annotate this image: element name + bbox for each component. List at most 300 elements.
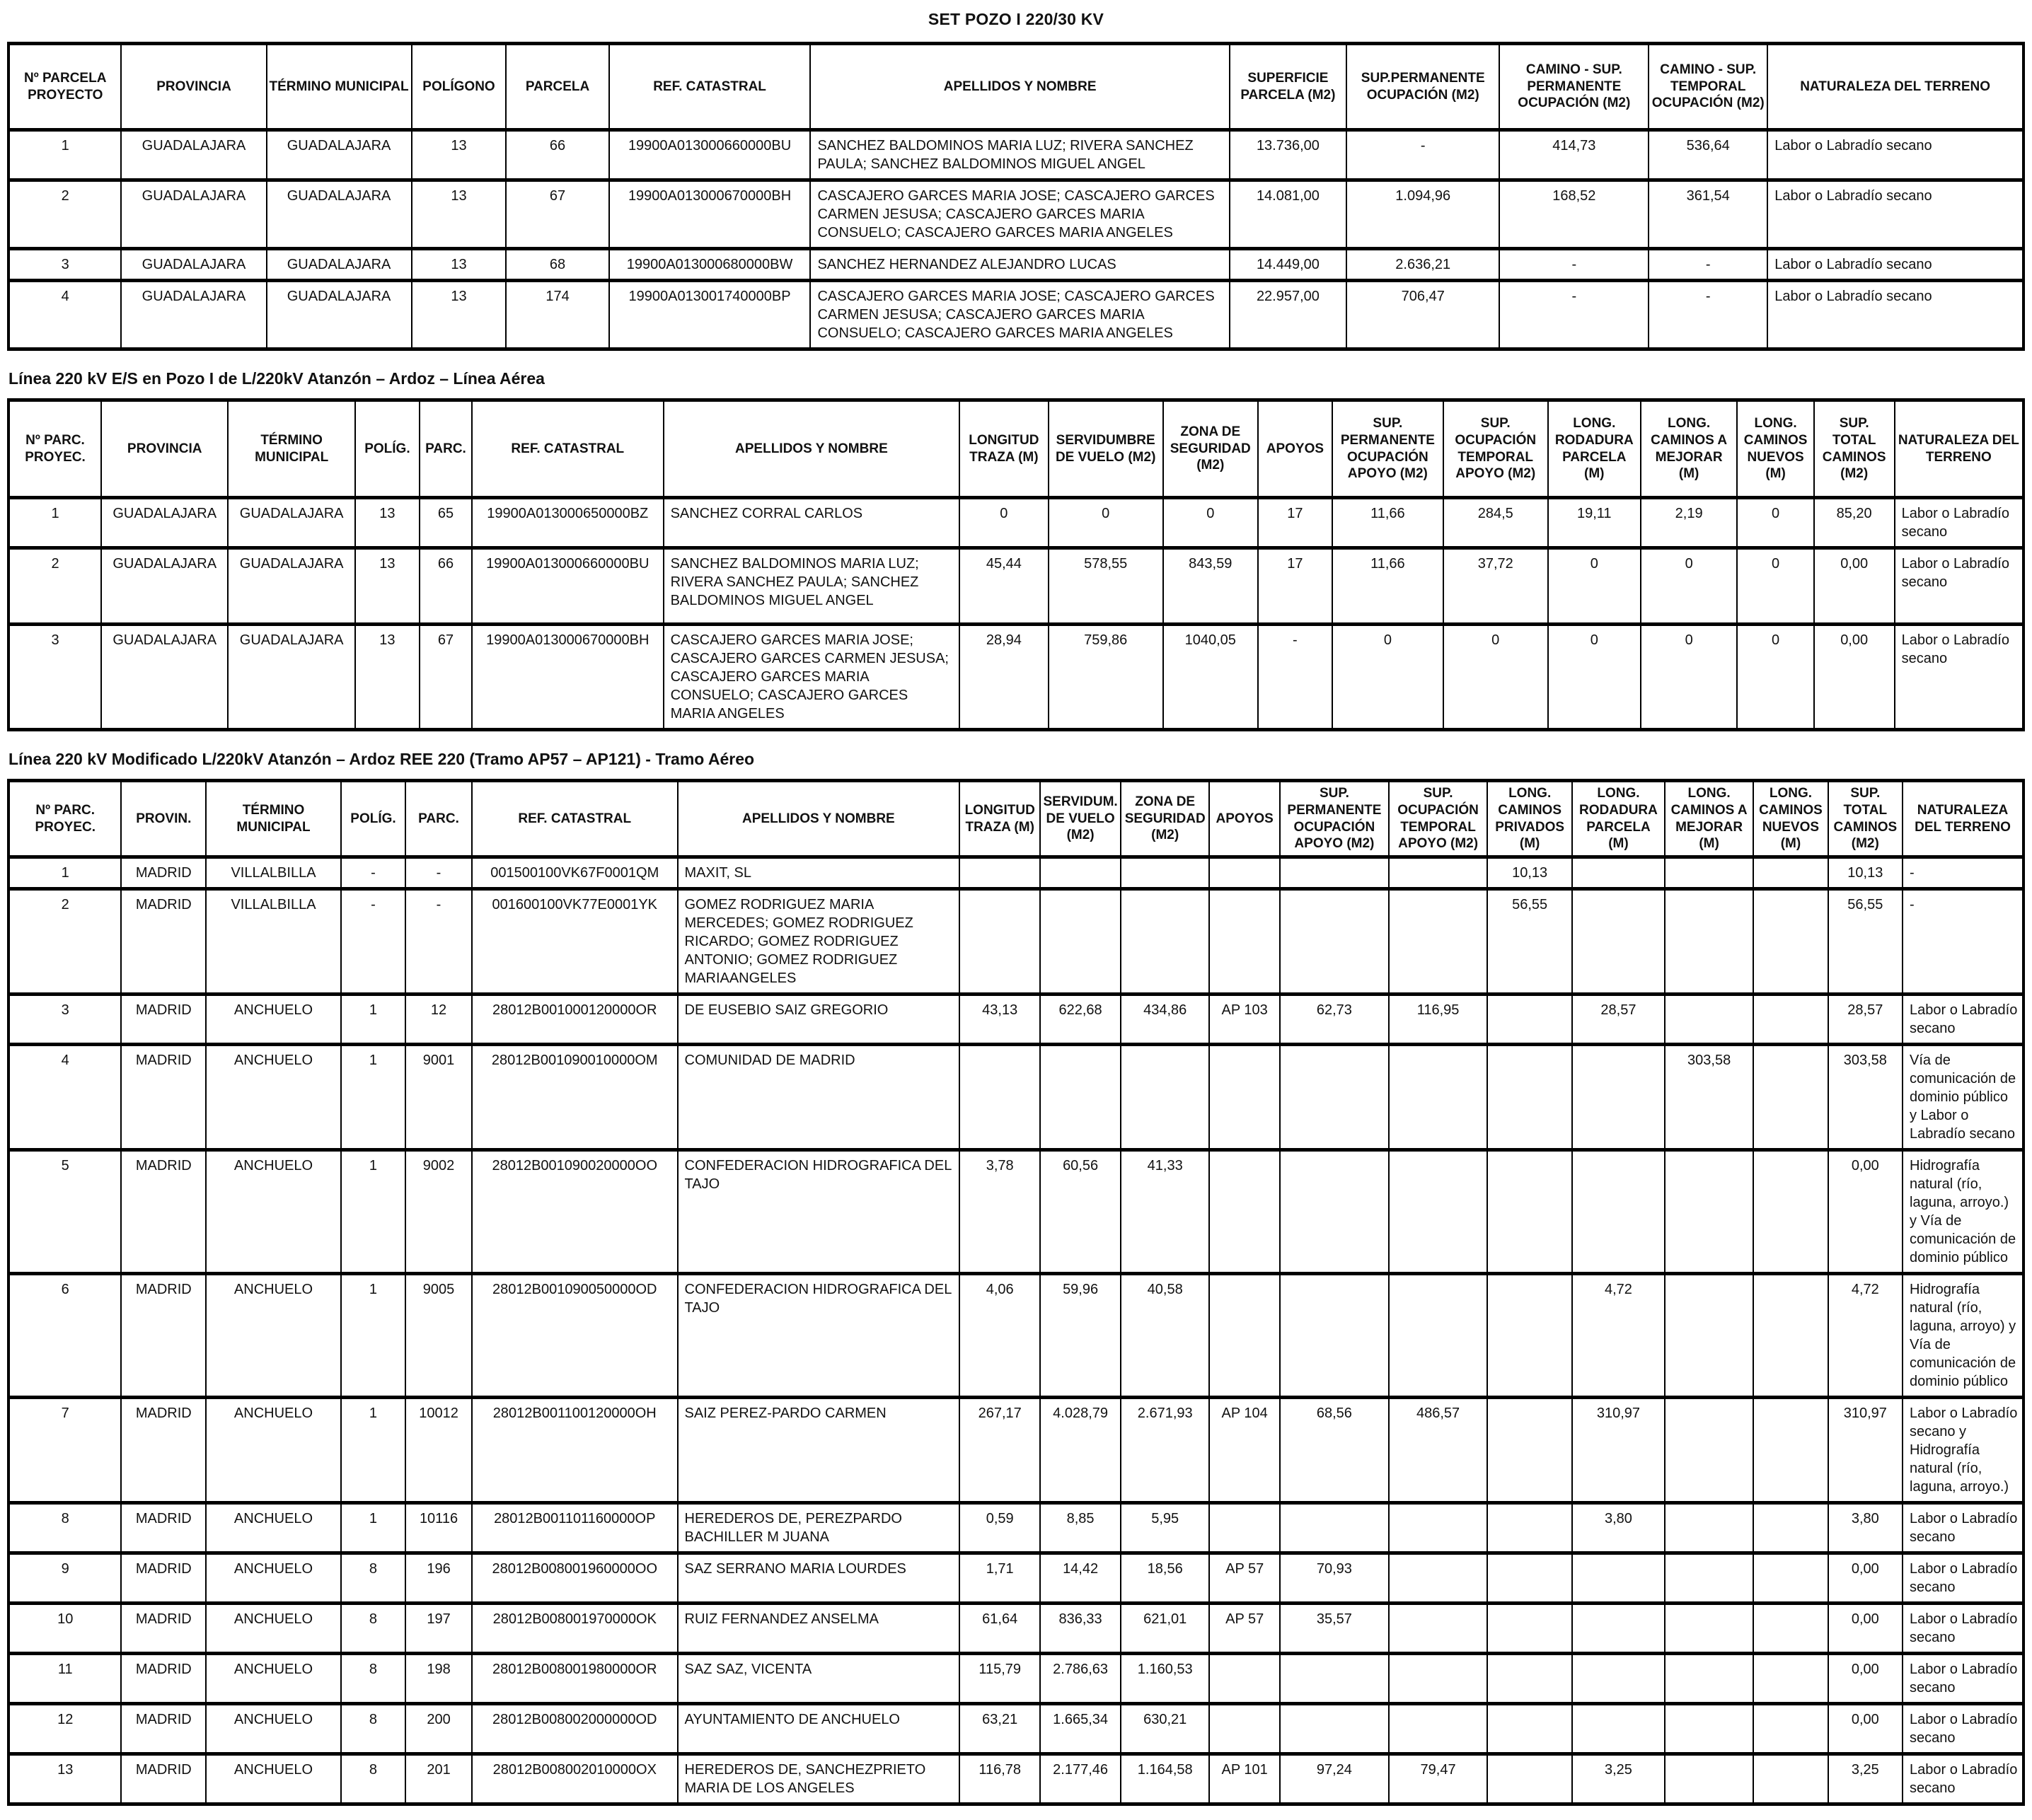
table-row bbox=[8, 1704, 2024, 1754]
table-cell: 2 bbox=[8, 889, 121, 995]
section-linea-es bbox=[7, 369, 2025, 731]
column-header: NATURALEZA DEL TERRENO bbox=[1767, 44, 2024, 130]
table-cell bbox=[1753, 1045, 1828, 1150]
table-cell: 9 bbox=[8, 1553, 121, 1604]
table-cell: 0 bbox=[1548, 548, 1641, 625]
column-header: PROVINCIA bbox=[101, 400, 228, 498]
column-header: APELLIDOS Y NOMBRE bbox=[810, 44, 1229, 130]
table-cell: 284,5 bbox=[1443, 498, 1548, 548]
table-cell: SAIZ PEREZ-PARDO CARMEN bbox=[678, 1398, 960, 1503]
column-header: SUP. OCUPACIÓN TEMPORAL APOYO (M2) bbox=[1443, 400, 1548, 498]
table-cell: GUADALAJARA bbox=[121, 249, 266, 281]
column-header: SUP. PERMANENTE OCUPACIÓN APOYO (M2) bbox=[1280, 781, 1389, 857]
column-header: POLÍG. bbox=[355, 400, 420, 498]
table-cell: 2.786,63 bbox=[1040, 1654, 1121, 1704]
table-row bbox=[8, 889, 2024, 995]
table-cell bbox=[1209, 889, 1280, 995]
table-cell: - bbox=[1499, 249, 1649, 281]
table-cell: 1.665,34 bbox=[1040, 1704, 1121, 1754]
table-cell: 115,79 bbox=[959, 1654, 1040, 1704]
column-header: POLÍGONO bbox=[412, 44, 507, 130]
table-row bbox=[8, 1604, 2024, 1654]
column-header: SUPERFICIE PARCELA (M2) bbox=[1230, 44, 1346, 130]
table-row bbox=[8, 281, 2024, 349]
table-cell: 9001 bbox=[405, 1045, 472, 1150]
table-cell bbox=[1280, 1654, 1389, 1704]
column-header: ZONA DE SEGURIDAD (M2) bbox=[1163, 400, 1258, 498]
table-cell: 13.736,00 bbox=[1230, 130, 1346, 180]
column-header: Nº PARC. PROYEC. bbox=[8, 781, 121, 857]
table-cell: 4 bbox=[8, 281, 121, 349]
table-cell bbox=[1665, 1150, 1753, 1274]
table-cell: 28012B008002000000OD bbox=[472, 1704, 678, 1754]
table-cell: 0 bbox=[1641, 548, 1738, 625]
table-cell bbox=[1753, 1704, 1828, 1754]
table-cell: 10,13 bbox=[1487, 857, 1572, 889]
table-cell bbox=[1753, 889, 1828, 995]
table-cell: 56,55 bbox=[1828, 889, 1903, 995]
table-cell bbox=[1572, 1045, 1665, 1150]
table-cell: 5 bbox=[8, 1150, 121, 1274]
table-cell: MADRID bbox=[121, 995, 206, 1045]
table-cell: 13 bbox=[412, 281, 507, 349]
table-cell bbox=[1487, 1398, 1572, 1503]
table-cell bbox=[1209, 1704, 1280, 1754]
table-cell: ANCHUELO bbox=[206, 1553, 341, 1604]
table-cell: 0,00 bbox=[1814, 548, 1895, 625]
table-cell bbox=[1572, 857, 1665, 889]
table-cell: 0,00 bbox=[1814, 625, 1895, 730]
table-cell: MADRID bbox=[121, 1704, 206, 1754]
table-cell: 12 bbox=[8, 1704, 121, 1754]
table-cell: Labor o Labradío secano bbox=[1895, 625, 2024, 730]
table-cell bbox=[1665, 1274, 1753, 1398]
column-header: APELLIDOS Y NOMBRE bbox=[678, 781, 960, 857]
table-cell bbox=[1665, 1704, 1753, 1754]
table-cell: 0 bbox=[1443, 625, 1548, 730]
linea-modificado-parcel-table bbox=[7, 779, 2025, 1806]
table-cell bbox=[1665, 995, 1753, 1045]
page-title: SET POZO I 220/30 KV bbox=[928, 10, 1104, 28]
table-cell bbox=[1389, 1704, 1488, 1754]
table-cell: 0,00 bbox=[1828, 1704, 1903, 1754]
table-cell: 66 bbox=[506, 130, 608, 180]
column-header: SERVIDUMBRE DE VUELO (M2) bbox=[1049, 400, 1163, 498]
table-cell: SANCHEZ HERNANDEZ ALEJANDRO LUCAS bbox=[810, 249, 1229, 281]
table-cell: 19900A013001740000BP bbox=[609, 281, 811, 349]
table-cell: 200 bbox=[405, 1704, 472, 1754]
column-header: NATURALEZA DEL TERRENO bbox=[1903, 781, 2024, 857]
table-cell: 65 bbox=[420, 498, 472, 548]
table-cell bbox=[1753, 995, 1828, 1045]
section-linea-modificado bbox=[7, 750, 2025, 1806]
column-header: SUP. TOTAL CAMINOS (M2) bbox=[1828, 781, 1903, 857]
table-cell: 197 bbox=[405, 1604, 472, 1654]
table-cell: - bbox=[341, 857, 405, 889]
table-cell: 19900A013000650000BZ bbox=[472, 498, 664, 548]
table-cell bbox=[1572, 1150, 1665, 1274]
table-cell bbox=[1753, 1553, 1828, 1604]
table-cell: MAXIT, SL bbox=[678, 857, 960, 889]
table-cell: 67 bbox=[420, 625, 472, 730]
table-cell: 0 bbox=[1163, 498, 1258, 548]
table-cell: - bbox=[405, 889, 472, 995]
table-cell: 0 bbox=[1332, 625, 1443, 730]
table-cell: 45,44 bbox=[959, 548, 1048, 625]
table-cell: 1,71 bbox=[959, 1553, 1040, 1604]
table-cell: 310,97 bbox=[1828, 1398, 1903, 1503]
table-cell: ANCHUELO bbox=[206, 995, 341, 1045]
table-cell: 4,72 bbox=[1828, 1274, 1903, 1398]
column-header: LONG. CAMINOS NUEVOS (M) bbox=[1737, 400, 1813, 498]
table-cell: 578,55 bbox=[1049, 548, 1163, 625]
table-cell: 3,80 bbox=[1828, 1503, 1903, 1553]
table-cell: 4,72 bbox=[1572, 1274, 1665, 1398]
table-cell: 56,55 bbox=[1487, 889, 1572, 995]
table-cell: 28,57 bbox=[1828, 995, 1903, 1045]
table-cell bbox=[1487, 1274, 1572, 1398]
table-cell: 2.636,21 bbox=[1346, 249, 1499, 281]
table-cell: Labor o Labradío secano bbox=[1903, 1754, 2024, 1804]
table-cell: Labor o Labradío secano bbox=[1767, 130, 2024, 180]
table-cell: - bbox=[1903, 857, 2024, 889]
column-header: LONG. RODADURA PARCELA (M) bbox=[1548, 400, 1641, 498]
table-row bbox=[8, 1398, 2024, 1503]
table-cell bbox=[1572, 1604, 1665, 1654]
table-cell bbox=[1280, 857, 1389, 889]
column-header: PARC. bbox=[420, 400, 472, 498]
table-cell: 303,58 bbox=[1828, 1045, 1903, 1150]
table-cell: MADRID bbox=[121, 1503, 206, 1553]
table-cell: - bbox=[1499, 281, 1649, 349]
table-cell: VILLALBILLA bbox=[206, 857, 341, 889]
table-cell bbox=[1753, 1654, 1828, 1704]
table-cell: 1 bbox=[8, 130, 121, 180]
header-row bbox=[8, 781, 2024, 857]
table-cell bbox=[1121, 1045, 1209, 1150]
table-cell: 28012B008001980000OR bbox=[472, 1654, 678, 1704]
table-cell: 35,57 bbox=[1280, 1604, 1389, 1654]
table-cell bbox=[1280, 1045, 1389, 1150]
table-cell: 63,21 bbox=[959, 1704, 1040, 1754]
table-cell: 79,47 bbox=[1389, 1754, 1488, 1804]
table-cell bbox=[1753, 1503, 1828, 1553]
table-cell: 706,47 bbox=[1346, 281, 1499, 349]
table-cell: 8 bbox=[341, 1654, 405, 1704]
table-cell bbox=[1572, 1704, 1665, 1754]
table-cell: 11,66 bbox=[1332, 498, 1443, 548]
table-cell: CONFEDERACION HIDROGRAFICA DEL TAJO bbox=[678, 1150, 960, 1274]
table-cell: Labor o Labradío secano bbox=[1903, 1503, 2024, 1553]
table-cell: ANCHUELO bbox=[206, 1398, 341, 1503]
table-cell: ANCHUELO bbox=[206, 1150, 341, 1274]
table-cell: 62,73 bbox=[1280, 995, 1389, 1045]
table-cell: Labor o Labradío secano y Hidrografía natural (río, laguna, arroyo.) bbox=[1903, 1398, 2024, 1503]
table-cell: 196 bbox=[405, 1553, 472, 1604]
set-pozo-parcel-table bbox=[7, 42, 2025, 351]
table-row bbox=[8, 1045, 2024, 1150]
table-cell: ANCHUELO bbox=[206, 1654, 341, 1704]
table-cell: Labor o Labradío secano bbox=[1767, 180, 2024, 249]
table-row bbox=[8, 857, 2024, 889]
table-cell: 3 bbox=[8, 995, 121, 1045]
table-cell: 40,58 bbox=[1121, 1274, 1209, 1398]
table-cell: AP 104 bbox=[1209, 1398, 1280, 1503]
table-cell: 8 bbox=[341, 1604, 405, 1654]
column-header: LONG. CAMINOS PRIVADOS (M) bbox=[1487, 781, 1572, 857]
table-row bbox=[8, 130, 2024, 180]
table-cell bbox=[1572, 1654, 1665, 1704]
table-cell: CASCAJERO GARCES MARIA JOSE; CASCAJERO GARCES CARMEN JESUSA; CASCAJERO GARCES MARIA CONSUELO; CASCAJERO GARCES MARIA ANGELES bbox=[810, 180, 1229, 249]
table-cell bbox=[1753, 1274, 1828, 1398]
table-cell: 28012B001090020000OO bbox=[472, 1150, 678, 1274]
table-cell: 2.671,93 bbox=[1121, 1398, 1209, 1503]
table-cell: 5,95 bbox=[1121, 1503, 1209, 1553]
table-cell bbox=[1753, 1754, 1828, 1804]
table-cell: 1 bbox=[341, 1398, 405, 1503]
table-cell bbox=[1487, 1553, 1572, 1604]
table-cell: - bbox=[1649, 281, 1767, 349]
table-cell: 19,11 bbox=[1548, 498, 1641, 548]
table-cell: 536,64 bbox=[1649, 130, 1767, 180]
table-cell bbox=[1040, 889, 1121, 995]
table-cell: RUIZ FERNANDEZ ANSELMA bbox=[678, 1604, 960, 1654]
table-cell: Hidrografía natural (río, laguna, arroyo) y Vía de comunicación de dominio público bbox=[1903, 1274, 2024, 1398]
table-cell bbox=[1487, 995, 1572, 1045]
table-cell: 0 bbox=[1641, 625, 1738, 730]
table-cell bbox=[1121, 889, 1209, 995]
table-cell: 37,72 bbox=[1443, 548, 1548, 625]
table-cell: MADRID bbox=[121, 1604, 206, 1654]
table-cell: 1.160,53 bbox=[1121, 1654, 1209, 1704]
column-header: APOYOS bbox=[1209, 781, 1280, 857]
table-cell bbox=[1209, 1503, 1280, 1553]
table-cell: ANCHUELO bbox=[206, 1045, 341, 1150]
table-cell: 19900A013000680000BW bbox=[609, 249, 811, 281]
table-cell: 22.957,00 bbox=[1230, 281, 1346, 349]
table-cell: 001600100VK77E0001YK bbox=[472, 889, 678, 995]
table-cell: GOMEZ RODRIGUEZ MARIA MERCEDES; GOMEZ RODRIGUEZ RICARDO; GOMEZ RODRIGUEZ ANTONIO; GOMEZ RODRIGUEZ MARIAANGELES bbox=[678, 889, 960, 995]
table-cell: 1.094,96 bbox=[1346, 180, 1499, 249]
table-cell: GUADALAJARA bbox=[101, 548, 228, 625]
table-cell: 843,59 bbox=[1163, 548, 1258, 625]
table-cell: 2 bbox=[8, 548, 101, 625]
table-cell: 1 bbox=[341, 1274, 405, 1398]
table-cell: 201 bbox=[405, 1754, 472, 1804]
table-cell: AP 103 bbox=[1209, 995, 1280, 1045]
table-cell: ANCHUELO bbox=[206, 1604, 341, 1654]
table-cell: GUADALAJARA bbox=[101, 498, 228, 548]
table-cell: 12 bbox=[405, 995, 472, 1045]
table-cell: 28012B001100120000OH bbox=[472, 1398, 678, 1503]
table-cell: - bbox=[1649, 249, 1767, 281]
column-header: Nº PARCELA PROYECTO bbox=[8, 44, 121, 130]
table-cell: 11,66 bbox=[1332, 548, 1443, 625]
table-cell: 0,00 bbox=[1828, 1150, 1903, 1274]
table-cell: Labor o Labradío secano bbox=[1903, 1604, 2024, 1654]
table-row bbox=[8, 249, 2024, 281]
column-header: SUP. PERMANENTE OCUPACIÓN APOYO (M2) bbox=[1332, 400, 1443, 498]
table-cell bbox=[1040, 857, 1121, 889]
table-cell bbox=[1665, 889, 1753, 995]
table-row bbox=[8, 625, 2024, 730]
table-cell bbox=[1665, 1503, 1753, 1553]
table-cell: 0 bbox=[959, 498, 1048, 548]
table-cell: 70,93 bbox=[1280, 1553, 1389, 1604]
table-cell: SAZ SERRANO MARIA LOURDES bbox=[678, 1553, 960, 1604]
table-cell: 1 bbox=[341, 1503, 405, 1553]
table-cell: 8 bbox=[341, 1754, 405, 1804]
table-cell bbox=[1665, 1604, 1753, 1654]
table-cell: ANCHUELO bbox=[206, 1503, 341, 1553]
table-cell: 8 bbox=[341, 1553, 405, 1604]
table-cell: 1.164,58 bbox=[1121, 1754, 1209, 1804]
column-header: SUP. OCUPACIÓN TEMPORAL APOYO (M2) bbox=[1389, 781, 1488, 857]
table-cell: CONFEDERACION HIDROGRAFICA DEL TAJO bbox=[678, 1274, 960, 1398]
table-cell: 17 bbox=[1258, 498, 1332, 548]
table-cell: GUADALAJARA bbox=[121, 130, 266, 180]
table-cell: 66 bbox=[420, 548, 472, 625]
table-cell: 19900A013000670000BH bbox=[609, 180, 811, 249]
table-cell: AP 57 bbox=[1209, 1604, 1280, 1654]
table-cell: MADRID bbox=[121, 1553, 206, 1604]
table-cell: VILLALBILLA bbox=[206, 889, 341, 995]
table-cell: 0,00 bbox=[1828, 1654, 1903, 1704]
table-cell: 3,25 bbox=[1572, 1754, 1665, 1804]
table-cell: 1 bbox=[341, 995, 405, 1045]
table-cell: 14,42 bbox=[1040, 1553, 1121, 1604]
table-cell: GUADALAJARA bbox=[267, 281, 412, 349]
table-cell bbox=[1280, 1503, 1389, 1553]
table-cell: ANCHUELO bbox=[206, 1704, 341, 1754]
table-cell: 4.028,79 bbox=[1040, 1398, 1121, 1503]
table-cell: 836,33 bbox=[1040, 1604, 1121, 1654]
table-cell: 68 bbox=[506, 249, 608, 281]
table-cell: 28012B008001960000OO bbox=[472, 1553, 678, 1604]
table-cell: 168,52 bbox=[1499, 180, 1649, 249]
table-cell: 13 bbox=[355, 498, 420, 548]
table-cell: 14.449,00 bbox=[1230, 249, 1346, 281]
table-cell: 61,64 bbox=[959, 1604, 1040, 1654]
table-cell: Labor o Labradío secano bbox=[1895, 498, 2024, 548]
table-row bbox=[8, 180, 2024, 249]
table-cell bbox=[1487, 1503, 1572, 1553]
table-row bbox=[8, 1503, 2024, 1553]
table-cell bbox=[1040, 1045, 1121, 1150]
table-cell: 9002 bbox=[405, 1150, 472, 1274]
table-cell: 361,54 bbox=[1649, 180, 1767, 249]
table-cell bbox=[1280, 889, 1389, 995]
table-cell: 13 bbox=[8, 1754, 121, 1804]
table-cell: CASCAJERO GARCES MARIA JOSE; CASCAJERO GARCES CARMEN JESUSA; CASCAJERO GARCES MARIA CONSUELO; CASCAJERO GARCES MARIA ANGELES bbox=[810, 281, 1229, 349]
table-cell bbox=[1389, 1604, 1488, 1654]
table-row bbox=[8, 1274, 2024, 1398]
table-cell: 434,86 bbox=[1121, 995, 1209, 1045]
table-cell: Labor o Labradío secano bbox=[1895, 548, 2024, 625]
table-cell bbox=[1665, 1553, 1753, 1604]
table-cell: 59,96 bbox=[1040, 1274, 1121, 1398]
table-cell bbox=[1121, 857, 1209, 889]
table-cell: 68,56 bbox=[1280, 1398, 1389, 1503]
table-cell: HEREDEROS DE, SANCHEZPRIETO MARIA DE LOS ANGELES bbox=[678, 1754, 960, 1804]
table-cell: 14.081,00 bbox=[1230, 180, 1346, 249]
table-cell: DE EUSEBIO SAIZ GREGORIO bbox=[678, 995, 960, 1045]
column-header: Nº PARC. PROYEC. bbox=[8, 400, 101, 498]
table-cell: GUADALAJARA bbox=[267, 180, 412, 249]
table-cell: 0 bbox=[1737, 498, 1813, 548]
table-cell: 759,86 bbox=[1049, 625, 1163, 730]
table-cell: 116,78 bbox=[959, 1754, 1040, 1804]
table-cell bbox=[1280, 1150, 1389, 1274]
table-cell: SAZ SAZ, VICENTA bbox=[678, 1654, 960, 1704]
column-header: TÉRMINO MUNICIPAL bbox=[206, 781, 341, 857]
table-cell: 303,58 bbox=[1665, 1045, 1753, 1150]
table-cell: 3 bbox=[8, 625, 101, 730]
table-cell bbox=[1487, 1150, 1572, 1274]
table-cell: 310,97 bbox=[1572, 1398, 1665, 1503]
table-cell: 18,56 bbox=[1121, 1553, 1209, 1604]
column-header: SUP.PERMANENTE OCUPACIÓN (M2) bbox=[1346, 44, 1499, 130]
column-header: ZONA DE SEGURIDAD (M2) bbox=[1121, 781, 1209, 857]
table-row bbox=[8, 1754, 2024, 1804]
table-cell: 10012 bbox=[405, 1398, 472, 1503]
table-cell: 13 bbox=[412, 130, 507, 180]
column-header: TÉRMINO MUNICIPAL bbox=[228, 400, 354, 498]
column-header: NATURALEZA DEL TERRENO bbox=[1895, 400, 2024, 498]
table-cell: MADRID bbox=[121, 1274, 206, 1398]
column-header: APELLIDOS Y NOMBRE bbox=[664, 400, 960, 498]
table-cell: 13 bbox=[412, 180, 507, 249]
table-cell: 630,21 bbox=[1121, 1704, 1209, 1754]
table-cell: 001500100VK67F0001QM bbox=[472, 857, 678, 889]
table-cell: 1 bbox=[8, 857, 121, 889]
table-cell: MADRID bbox=[121, 1398, 206, 1503]
table-cell: - bbox=[1346, 130, 1499, 180]
table-cell: 1 bbox=[8, 498, 101, 548]
table-cell: 28012B001000120000OR bbox=[472, 995, 678, 1045]
table-cell: 4 bbox=[8, 1045, 121, 1150]
table-cell: 9005 bbox=[405, 1274, 472, 1398]
table-cell: AP 57 bbox=[1209, 1553, 1280, 1604]
table-cell: MADRID bbox=[121, 1754, 206, 1804]
column-header: CAMINO - SUP. PERMANENTE OCUPACIÓN (M2) bbox=[1499, 44, 1649, 130]
table-cell: 0 bbox=[1737, 625, 1813, 730]
table-cell bbox=[1209, 857, 1280, 889]
table-cell: 17 bbox=[1258, 548, 1332, 625]
column-header: LONG. CAMINOS A MEJORAR (M) bbox=[1665, 781, 1753, 857]
table-cell: GUADALAJARA bbox=[121, 281, 266, 349]
table-cell: 11 bbox=[8, 1654, 121, 1704]
section-set-pozo bbox=[7, 42, 2025, 351]
table-cell bbox=[1665, 857, 1753, 889]
table-cell bbox=[1389, 1150, 1488, 1274]
table-cell: 2,19 bbox=[1641, 498, 1738, 548]
table-cell: 19900A013000660000BU bbox=[609, 130, 811, 180]
table-cell: 97,24 bbox=[1280, 1754, 1389, 1804]
column-header: CAMINO - SUP. TEMPORAL OCUPACIÓN (M2) bbox=[1649, 44, 1767, 130]
table-cell: MADRID bbox=[121, 889, 206, 995]
table-cell: 3,25 bbox=[1828, 1754, 1903, 1804]
column-header: LONG. RODADURA PARCELA (M) bbox=[1572, 781, 1665, 857]
table-cell: 0,59 bbox=[959, 1503, 1040, 1553]
table-cell: 28012B001101160000OP bbox=[472, 1503, 678, 1553]
table-cell: 0 bbox=[1737, 548, 1813, 625]
table-cell bbox=[1753, 1604, 1828, 1654]
table-cell: 28012B001090010000OM bbox=[472, 1045, 678, 1150]
table-cell: 6 bbox=[8, 1274, 121, 1398]
column-header: LONGITUD TRAZA (M) bbox=[959, 781, 1040, 857]
table-cell bbox=[1487, 1045, 1572, 1150]
